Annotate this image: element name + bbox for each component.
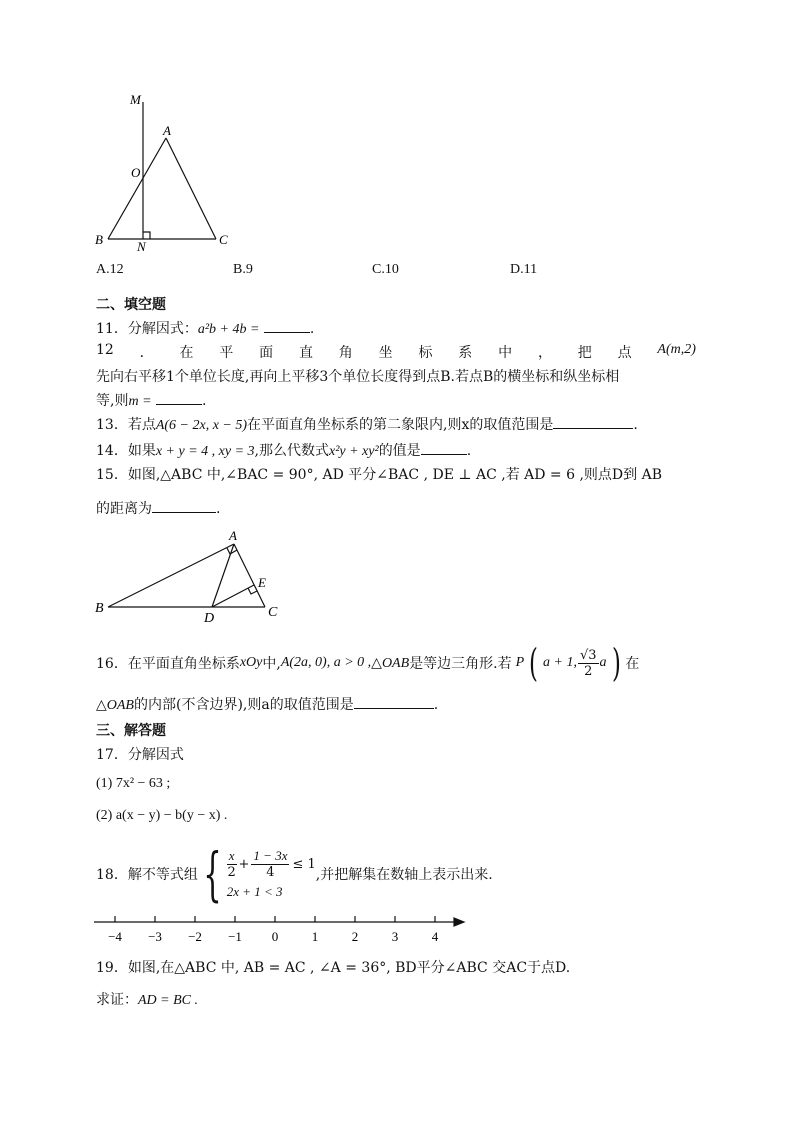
q18-brace: { bbox=[203, 840, 222, 908]
q12-point-a: A(m,2) bbox=[657, 342, 696, 357]
number-line-label: 4 bbox=[431, 929, 439, 944]
number-line bbox=[92, 912, 472, 948]
q12-word: 标 bbox=[418, 345, 433, 361]
line-ba bbox=[108, 138, 166, 239]
question-12-line3 bbox=[96, 390, 206, 410]
q12-word: 系 bbox=[458, 345, 473, 361]
figure-triangle-mn bbox=[90, 90, 240, 255]
q18-rest: ,并把解集在数轴上表示出来. bbox=[315, 867, 493, 883]
q11-number: 11．分解因式： bbox=[96, 321, 198, 337]
q16-text-a: 16．在平面直角坐标系 bbox=[96, 656, 240, 672]
q12-word: 把 bbox=[577, 345, 592, 361]
question-19-line1: 19．如图,在△ABC 中, AB = AC , ∠A = 36°, BD平分∠ABC 交AC于点D. bbox=[96, 960, 571, 976]
question-12-line2: 先向右平移1个单位长度,再向上平移3个单位长度得到点B.若点B的横坐标和纵坐标相 bbox=[96, 369, 620, 385]
choice-a: A.12 bbox=[96, 262, 124, 277]
q14-text-b: ,那么代数式 bbox=[254, 443, 329, 459]
q18-text: 18．解不等式组 bbox=[96, 867, 198, 883]
q16-line2-text: 的内部(不含边界),则a的取值范围是 bbox=[133, 697, 354, 713]
q18-inequality-2: 2x + 1 < 3 bbox=[226, 884, 283, 899]
q16-answer-blank bbox=[354, 694, 434, 709]
q18-inequality-1 bbox=[227, 848, 316, 880]
q12-word: 坐 bbox=[378, 345, 393, 361]
right-angle-mark bbox=[143, 232, 150, 239]
q12-word: 直 bbox=[298, 345, 313, 361]
q14-condition: x + y = 4 , xy = 3 bbox=[155, 444, 255, 459]
q12-word: 在 bbox=[179, 345, 194, 361]
q14-expression: x²y + xy² bbox=[328, 444, 379, 459]
q18-frac-2-num: 1 − 3x bbox=[253, 848, 288, 863]
number-line-label: −3 bbox=[148, 929, 162, 944]
q19-statement: AD = BC . bbox=[138, 993, 198, 1008]
section-heading-fill: 二、填空题 bbox=[96, 297, 166, 313]
question-15-line1: 15．如图,△ABC 中,∠BAC = 90°, AD 平分∠BAC , DE ⊥ AC ,若 AD = 6 ,则点D到 AB bbox=[96, 467, 662, 483]
q13-answer-blank bbox=[553, 414, 633, 429]
q16-text-c: 是等边三角形.若 bbox=[409, 656, 512, 672]
label-c: C bbox=[219, 232, 228, 247]
q18-frac-1-den: 2 bbox=[227, 865, 236, 880]
label-o: O bbox=[131, 165, 141, 180]
question-12-line1 bbox=[96, 342, 696, 362]
label-e: E bbox=[258, 575, 266, 590]
question-17-part2: (2) a(x − y) − b(y − x) . bbox=[96, 808, 228, 823]
q12-word: ， bbox=[537, 345, 552, 361]
number-line-label: 3 bbox=[391, 929, 399, 944]
label-b: B bbox=[95, 601, 104, 616]
q11-end: . bbox=[309, 321, 315, 337]
q18-frac-1 bbox=[227, 848, 237, 880]
q16-fraction bbox=[578, 648, 599, 679]
q18-frac-1-num: x bbox=[228, 848, 235, 863]
q13-text-a: 13．若点 bbox=[96, 417, 156, 433]
question-19-line2 bbox=[96, 989, 198, 1009]
number-line-label: −2 bbox=[188, 929, 202, 944]
q18-system bbox=[227, 848, 316, 900]
q14-text-c: 的值是 bbox=[378, 443, 421, 459]
q16-end: . bbox=[433, 697, 439, 713]
choice-d: D.11 bbox=[510, 262, 538, 277]
question-15-line2 bbox=[96, 498, 220, 518]
q16-p-x: a + 1, bbox=[543, 655, 577, 670]
q16-point-p: P bbox=[515, 655, 525, 670]
q16-fraction-numerator: √3 bbox=[579, 647, 597, 663]
q12-word: ． bbox=[139, 345, 154, 361]
question-17-part1: (1) 7x² − 63 ; bbox=[96, 776, 171, 791]
number-line-label: 2 bbox=[351, 929, 359, 944]
label-a: A bbox=[163, 123, 171, 138]
line-ac bbox=[166, 138, 216, 239]
question-18 bbox=[96, 842, 493, 906]
q16-triangle: △OAB bbox=[371, 655, 410, 671]
q15-end: . bbox=[216, 501, 221, 517]
choice-b: B.9 bbox=[233, 262, 253, 277]
q13-text-b: 在平面直角坐标系的第二象限内,则x的取值范围是 bbox=[247, 417, 554, 433]
q12-answer-blank bbox=[156, 390, 202, 405]
q16-text-d: 在 bbox=[625, 656, 640, 672]
question-16-line2 bbox=[96, 694, 438, 714]
q16-point-a: A(2a, 0) bbox=[280, 655, 327, 670]
q13-end: . bbox=[633, 417, 638, 433]
q16-text-b: 中, bbox=[262, 656, 281, 672]
q19-prove-label: 求证： bbox=[96, 992, 138, 1008]
section-heading-answer: 三、解答题 bbox=[96, 723, 166, 739]
q12-m-equals: m = bbox=[128, 394, 152, 409]
q16-xoy: xOy bbox=[239, 655, 263, 670]
q16-condition: , a > 0 , bbox=[326, 655, 372, 670]
figure-triangle-ade bbox=[92, 524, 292, 626]
q18-frac-2-den: 4 bbox=[266, 865, 275, 880]
q16-right-paren: ) bbox=[611, 641, 621, 685]
q16-fraction-denominator: 2 bbox=[584, 663, 593, 679]
q12-word: 角 bbox=[338, 345, 353, 361]
q14-end: . bbox=[466, 443, 472, 459]
number-line-label: 1 bbox=[311, 929, 319, 944]
label-a: A bbox=[229, 528, 237, 543]
label-n: N bbox=[137, 239, 146, 254]
q14-answer-blank bbox=[421, 440, 467, 455]
q12-word: 面 bbox=[259, 345, 274, 361]
q15-line2-text: 的距离为 bbox=[96, 501, 152, 517]
choice-c: C.10 bbox=[372, 262, 399, 277]
q12-line3-text: 等,则 bbox=[96, 393, 129, 409]
question-16-line1 bbox=[96, 638, 639, 688]
q14-text-a: 14．如果 bbox=[96, 443, 156, 459]
q18-plus: + bbox=[238, 856, 250, 872]
q12-word: 点 bbox=[617, 345, 632, 361]
q11-expression: a²b + 4b = bbox=[197, 322, 260, 337]
q18-frac-2 bbox=[251, 848, 289, 880]
q11-answer-blank bbox=[264, 318, 310, 333]
q18-le: ≤ 1 bbox=[292, 856, 316, 872]
q13-point: A(6 − 2x, x − 5) bbox=[155, 418, 248, 433]
number-line-label: −1 bbox=[228, 929, 242, 944]
q12-word: 12 bbox=[96, 342, 114, 358]
label-d: D bbox=[204, 611, 215, 626]
q16-triangle-2: △OAB bbox=[96, 698, 134, 713]
q15-answer-blank bbox=[152, 498, 216, 513]
number-line-arrow bbox=[454, 918, 464, 926]
number-line-label: 0 bbox=[271, 929, 279, 944]
label-c: C bbox=[268, 605, 278, 620]
q12-end: . bbox=[201, 393, 207, 409]
number-line-label: −4 bbox=[108, 929, 122, 944]
question-14 bbox=[96, 440, 471, 460]
question-17-title: 17．分解因式 bbox=[96, 747, 184, 763]
q12-word: 中 bbox=[498, 345, 513, 361]
q16-left-paren: ( bbox=[529, 641, 539, 685]
label-m: M bbox=[130, 92, 141, 107]
label-b: B bbox=[95, 232, 103, 247]
q12-word: 平 bbox=[219, 345, 234, 361]
question-13 bbox=[96, 414, 638, 434]
q16-p-y-var: a bbox=[599, 655, 607, 670]
question-11 bbox=[96, 318, 314, 338]
